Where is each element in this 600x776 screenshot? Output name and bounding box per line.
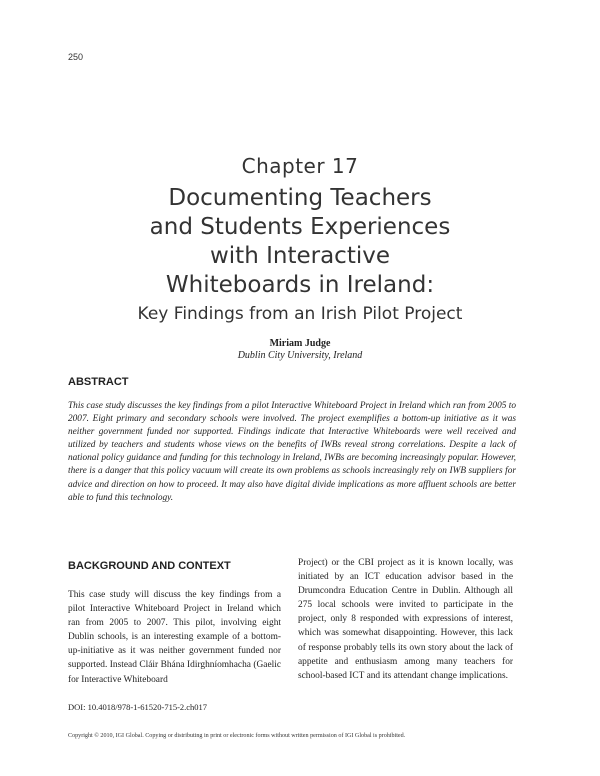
author-block xyxy=(0,338,600,361)
chapter-title-line: Documenting Teachers xyxy=(168,185,432,211)
page-number: 250 xyxy=(68,52,84,62)
chapter-subtitle: Key Findings from an Irish Pilot Project xyxy=(137,304,463,324)
chapter-title xyxy=(0,184,600,300)
author-affiliation: Dublin City University, Ireland xyxy=(237,350,363,361)
body-column-left: This case study will discuss the key findings from a pilot Interactive Whiteboard Project in Ireland which ran from 2005 to 2007. This pilot, involving eight Dublin schools, is an interesting example of a bottom-up-initiative as it was neither government funded nor supported. Instead Cláir Bhána Idirghníomhacha (Gaelic for Interactive Whiteboard xyxy=(68,590,281,685)
copyright-notice: Copyright © 2010, IGI Global. Copying or distributing in print or electronic forms without written permission of IGI Global is prohibited. xyxy=(68,733,406,739)
author-name: Miriam Judge xyxy=(269,338,331,349)
chapter-title-line: Whiteboards in Ireland: xyxy=(165,272,435,298)
chapter-header xyxy=(0,154,600,325)
chapter-title-line: with Interactive xyxy=(209,243,390,269)
abstract-text: This case study discusses the key findings from a pilot Interactive Whiteboard Project in Ireland which ran from 2005 to 2007. Eight primary and secondary schools were involved. The project exemplifies a bottom-up initiative as it was neither government funded nor supported. Findings indicate that Interactive Whiteboards were well received and utilized by teachers and students whose views on the benefits of IWBs reveal strong correlations. Despite a lack of national policy guidance and funding for this technology in Ireland, IWBs are becoming increasingly popular. However, there is a danger that this policy vacuum will create its own problems as schools increasingly rely on IWB suppliers for advice and direction on how to proceed. It may also have digital divide implications as more affluent schools are better able to fund this technology. xyxy=(68,401,516,503)
abstract-heading: ABSTRACT xyxy=(68,376,129,388)
chapter-label: Chapter 17 xyxy=(241,154,359,178)
section-heading-background: BACKGROUND AND CONTEXT xyxy=(68,560,231,572)
doi-line: DOI: 10.4018/978-1-61520-715-2.ch017 xyxy=(68,702,208,712)
body-column-right: Project) or the CBI project as it is known locally, was initiated by an ICT education advisor based in the Drumcondra Education Centre in Dublin. Although all 275 local schools were invited to participate in the project, only 8 responded with expressions of interest, which was somewhat disappointing. However, this lack of response probably tells its own story about the lack of appetite and enthusiasm among many teachers for school-based ICT and its attendant change implications. xyxy=(298,558,513,681)
chapter-title-line: and Students Experiences xyxy=(149,214,451,240)
